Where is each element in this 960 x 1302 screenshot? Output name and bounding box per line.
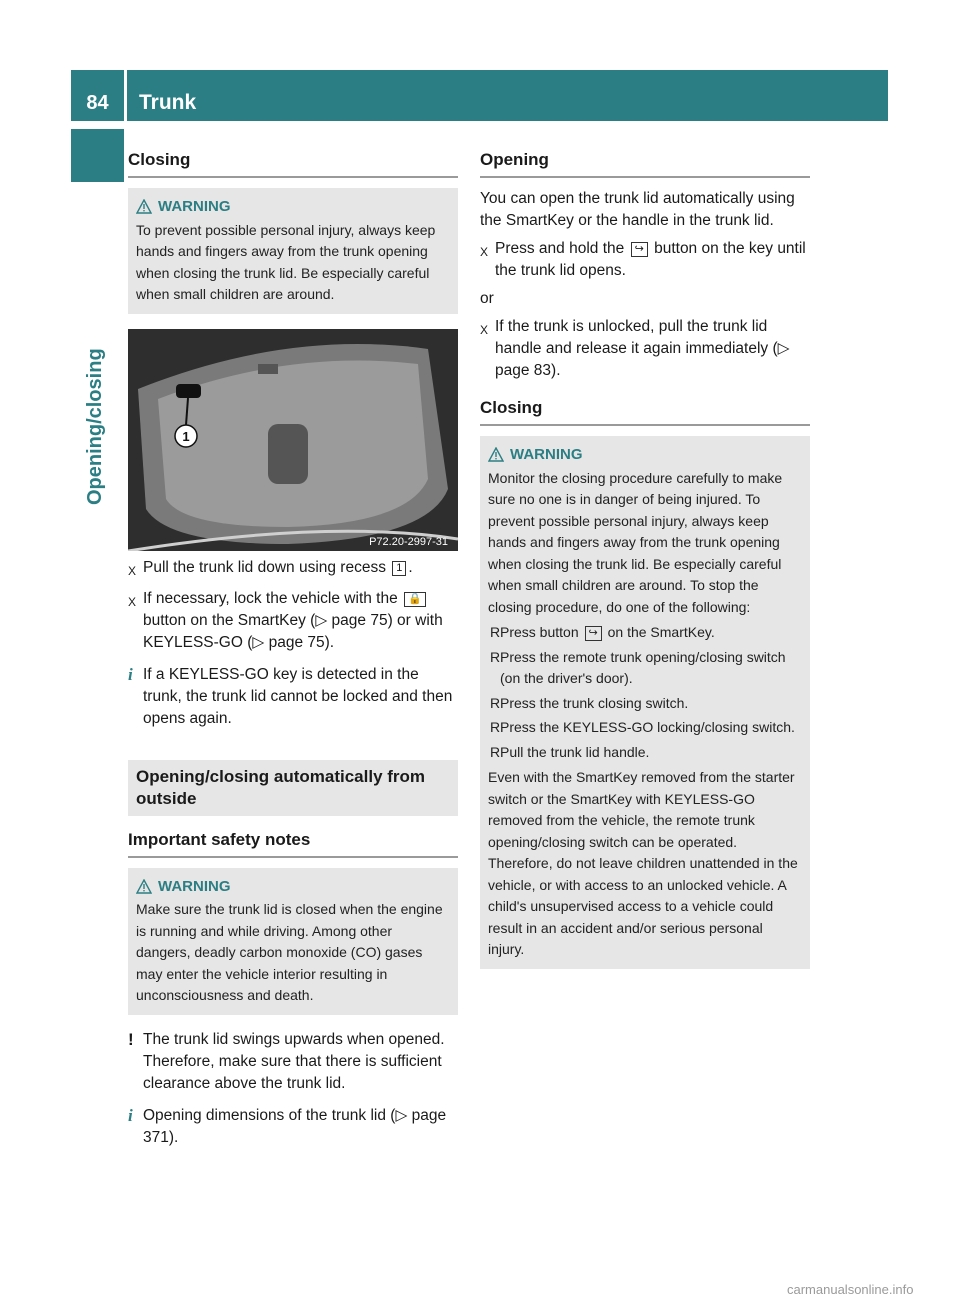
stop-options-list bbox=[488, 622, 802, 763]
info-note-dimensions bbox=[128, 1105, 458, 1149]
opening-heading: Opening bbox=[480, 150, 810, 178]
side-tab-square bbox=[71, 129, 124, 182]
warning-triangle-icon bbox=[136, 879, 152, 894]
section-title: Trunk bbox=[139, 91, 197, 114]
list-item bbox=[488, 742, 802, 764]
info-text: If a KEYLESS-GO key is detected in the trunk, the trunk lid cannot be locked and then opens again. bbox=[143, 665, 453, 727]
bullet-marker: R bbox=[490, 743, 501, 760]
bullet-marker: R bbox=[490, 624, 501, 640]
bullet-text-end: on the SmartKey. bbox=[603, 624, 715, 640]
warning-box-monitor bbox=[480, 436, 810, 969]
list-item bbox=[488, 647, 802, 690]
warning-label: WARNING bbox=[158, 198, 231, 215]
warning-text: Monitor the closing procedure carefully to make sure no one is in danger of being injured. To prevent possible personal injury, always keep hands and fingers away from the trunk opening when closing the trunk lid. Be especially careful when small children are around. To stop the closing procedure, do one of the following: bbox=[488, 469, 783, 615]
info-icon: i bbox=[128, 1105, 133, 1125]
warning-text: To prevent possible personal injury, always keep hands and fingers away from the trunk opening when closing the trunk lid. Be especially careful when small children are around. bbox=[136, 221, 436, 302]
step-arrow-icon: X bbox=[480, 245, 489, 259]
exclamation-icon: ! bbox=[128, 1029, 134, 1049]
step-lock-vehicle bbox=[128, 588, 458, 654]
warning-title bbox=[136, 196, 450, 218]
or-text: or bbox=[480, 290, 494, 307]
closing-heading-right: Closing bbox=[480, 398, 810, 426]
trunk-lid-figure bbox=[128, 329, 458, 551]
step-text: If necessary, lock the vehicle with the bbox=[143, 589, 403, 607]
bullet-text: Press the trunk closing switch. bbox=[500, 694, 689, 711]
lock-icon: 🔒 bbox=[404, 592, 426, 607]
step-pull-lid bbox=[128, 557, 458, 582]
figure-code: P72.20-2997-31 bbox=[369, 535, 448, 548]
trunk-key-icon: ↪ bbox=[585, 626, 602, 641]
warning-title bbox=[488, 444, 802, 466]
warning-title bbox=[136, 876, 450, 898]
warning-closing-text: Even with the SmartKey removed from the starter switch or the SmartKey with KEYLESS-GO removed from the vehicle, the remote trunk opening/closing switch can be operated. Therefore, do not leave children unattended in the vehicle, or with access to an unlocked vehicle. A child's unsupervised access to a vehicle could result in an accident and/or serious personal injury. bbox=[488, 769, 798, 957]
step-arrow-icon: X bbox=[128, 563, 137, 578]
list-item bbox=[488, 717, 802, 739]
list-item bbox=[488, 693, 802, 715]
bullet-marker: R bbox=[490, 694, 501, 711]
step-arrow-icon: X bbox=[128, 594, 137, 609]
step-text: Press and hold the bbox=[495, 240, 629, 257]
warning-triangle-icon bbox=[136, 199, 152, 214]
bullet-text: Press the remote trunk opening/closing switch (on the driver's door). bbox=[500, 648, 786, 686]
safety-heading: Important safety notes bbox=[128, 830, 458, 858]
closing-heading: Closing bbox=[128, 150, 458, 178]
info-note-keyless bbox=[128, 664, 458, 730]
step-text-end: button on the SmartKey (▷ page 75) or with KEYLESS-GO (▷ page 75). bbox=[143, 611, 443, 651]
step-arrow-icon: X bbox=[480, 323, 489, 337]
bullet-text: Press button bbox=[500, 624, 583, 640]
right-column bbox=[480, 150, 810, 969]
warning-box-co bbox=[128, 868, 458, 1015]
step-press-hold bbox=[480, 238, 810, 282]
opening-intro: You can open the trunk lid automatically using the SmartKey or the handle in the trunk lid. bbox=[480, 190, 795, 229]
bullet-text: Pull the trunk lid handle. bbox=[500, 743, 650, 760]
header-divider bbox=[124, 70, 127, 121]
footer-watermark: carmanualsonline.info bbox=[787, 1282, 914, 1297]
trunk-key-icon: ↪ bbox=[631, 242, 648, 257]
step-pull-handle bbox=[480, 316, 810, 382]
step-text: Pull the trunk lid down using recess bbox=[143, 558, 391, 576]
warning-label: WARNING bbox=[158, 877, 231, 895]
bullet-marker: R bbox=[490, 719, 501, 735]
step-text-end: . bbox=[408, 558, 413, 576]
info-text: Opening dimensions of the trunk lid (▷ page 371). bbox=[143, 1106, 447, 1146]
step-text: If the trunk is unlocked, pull the trunk lid handle and release it again immediately (▷ page 83). bbox=[495, 318, 790, 379]
left-column bbox=[128, 150, 458, 1149]
caution-note bbox=[128, 1029, 458, 1095]
page-number: 84 bbox=[86, 92, 109, 114]
list-item bbox=[488, 622, 802, 644]
bullet-marker: R bbox=[490, 648, 501, 665]
bullet-text: Press the KEYLESS-GO locking/closing switch. bbox=[500, 719, 795, 735]
caution-text: The trunk lid swings upwards when opened. Therefore, make sure that there is sufficient clearance above the trunk lid. bbox=[143, 1030, 445, 1092]
info-icon: i bbox=[128, 664, 133, 684]
figure-callout: 1 bbox=[182, 428, 190, 444]
step-text-end: button on the key until the trunk lid opens. bbox=[495, 240, 806, 279]
recess-callout-icon: 1 bbox=[392, 561, 406, 576]
warning-label: WARNING bbox=[510, 446, 583, 463]
warning-triangle-icon bbox=[488, 447, 504, 462]
side-tab-label: Opening/closing bbox=[84, 348, 106, 505]
warning-text: Make sure the trunk lid is closed when the engine is running and while driving. Among other dangers, deadly carbon monoxide (CO) gases may enter the vehicle interior resulting in unconsciousness and death. bbox=[136, 901, 443, 1003]
warning-box-closing bbox=[128, 188, 458, 314]
trunk-lid-illustration bbox=[128, 329, 458, 551]
auto-heading: Opening/closing automatically from outside bbox=[128, 760, 458, 816]
